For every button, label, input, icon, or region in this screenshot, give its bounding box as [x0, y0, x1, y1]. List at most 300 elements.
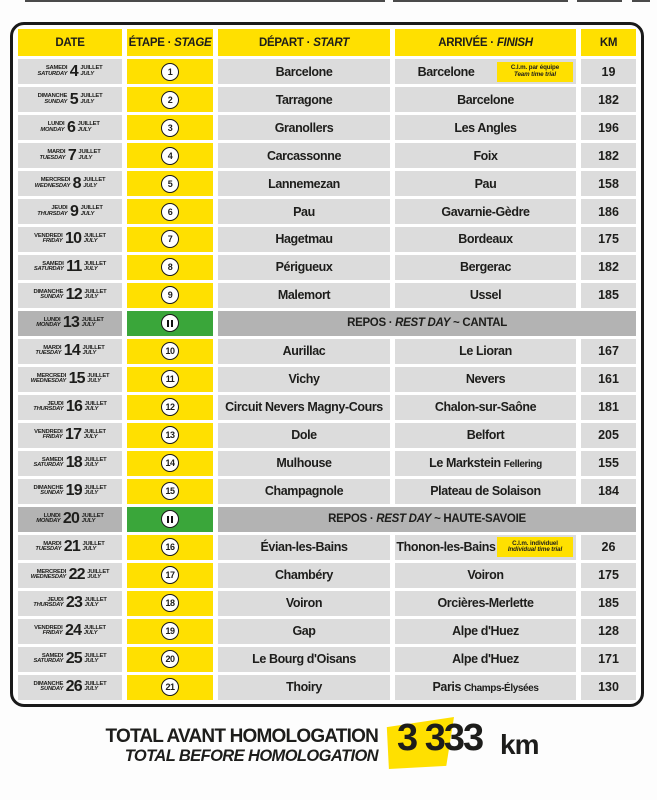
month-names — [82, 346, 104, 357]
day-name-fr: DIMANCHE — [33, 288, 64, 295]
month-names — [81, 206, 103, 217]
finish-cell — [395, 115, 576, 140]
month-names — [83, 178, 105, 189]
day-name-en: TUESDAY — [35, 546, 62, 553]
finish-city-small: Fellering — [503, 459, 542, 471]
month-fr: JUILLET — [81, 512, 104, 519]
finish-cell — [395, 451, 576, 476]
crop-artifact-line — [577, 0, 622, 2]
day-number: 10 — [65, 230, 82, 248]
date — [18, 510, 122, 528]
month-names — [84, 458, 106, 469]
km-cell — [581, 619, 636, 644]
date — [18, 258, 122, 276]
day-names — [35, 346, 61, 357]
stage-number-badge — [161, 650, 179, 668]
day-number: 21 — [63, 538, 80, 556]
km-value: 196 — [598, 120, 619, 135]
day-number: 20 — [62, 510, 80, 528]
day-number: 12 — [65, 286, 82, 304]
date — [18, 650, 122, 668]
finish-city: Paris — [432, 680, 462, 695]
month-fr: JUILLET — [80, 204, 103, 211]
stage-row — [18, 591, 636, 616]
month-fr: JUILLET — [83, 428, 106, 435]
month-en: JULY — [83, 182, 97, 189]
km-cell — [581, 87, 636, 112]
month-en: JULY — [83, 434, 98, 441]
date — [18, 482, 122, 500]
total-label-en: TOTAL BEFORE HOMOLOGATION — [124, 747, 378, 765]
date-cell — [18, 199, 122, 224]
start-cell — [218, 339, 390, 364]
day-names — [34, 626, 62, 637]
column-header-stage — [127, 29, 213, 56]
stage-number-badge — [161, 622, 179, 640]
start-city: Lannemezan — [268, 176, 340, 191]
date-cell — [18, 227, 122, 252]
start-cell — [218, 367, 390, 392]
stage-number: 11 — [165, 374, 175, 385]
stage-cell — [127, 647, 213, 672]
km-cell — [581, 227, 636, 252]
finish-city: Plateau de Solaison — [430, 484, 541, 499]
stage-cell — [127, 283, 213, 308]
stage-cell — [127, 479, 213, 504]
day-names — [31, 374, 66, 385]
day-name-fr: SAMEDI — [41, 652, 64, 659]
stage-number: 4 — [167, 150, 173, 161]
finish-city: Belfort — [466, 428, 505, 443]
rest-label-en: REST DAY — [395, 317, 451, 330]
date-cell — [18, 647, 122, 672]
crop-artifact-line — [632, 0, 650, 2]
stage-row — [18, 227, 636, 252]
finish-city: Foix — [473, 148, 498, 163]
km-value: 182 — [598, 260, 619, 275]
column-header-date-label: DATE — [55, 36, 85, 49]
month-en: JULY — [81, 518, 96, 525]
start-city: Tarragone — [275, 92, 333, 107]
day-number: 4 — [69, 62, 78, 80]
month-fr: JUILLET — [84, 652, 107, 659]
date — [18, 203, 122, 221]
day-names — [34, 682, 64, 693]
rest-day-banner — [218, 507, 636, 532]
day-name-en: MONDAY — [36, 518, 61, 525]
stage-number: 13 — [165, 430, 175, 441]
stage-row — [18, 199, 636, 224]
badge-line2: Individual time trial — [507, 546, 563, 554]
day-number: 15 — [68, 370, 85, 388]
start-city: Évian-les-Bains — [260, 540, 348, 555]
column-header-stage-en: STAGE — [174, 36, 212, 49]
header-separator: · — [306, 36, 311, 49]
rest-day-banner — [218, 311, 636, 336]
stage-number: 12 — [165, 402, 175, 413]
column-header-start-fr: DÉPART — [259, 36, 304, 49]
day-names — [33, 402, 63, 413]
day-number: 13 — [62, 314, 80, 332]
date-cell — [18, 87, 122, 112]
start-city: Voiron — [285, 596, 323, 611]
start-city: Barcelone — [275, 64, 333, 79]
start-cell — [218, 675, 390, 700]
time-trial-badge — [497, 537, 573, 557]
day-names — [33, 654, 63, 665]
day-name-en: SATURDAY — [33, 658, 64, 665]
stage-row — [18, 647, 636, 672]
day-name-en: THURSDAY — [33, 602, 64, 609]
date — [18, 370, 122, 388]
month-fr: JUILLET — [84, 596, 107, 603]
day-names — [33, 598, 63, 609]
day-names — [34, 262, 64, 273]
day-names — [39, 150, 65, 161]
finish-city: Chalon-sur-Saône — [434, 400, 537, 415]
day-name-en: WEDNESDAY — [30, 574, 67, 581]
finish-cell — [395, 395, 576, 420]
day-name-fr: VENDREDI — [34, 428, 63, 435]
start-city: Thoiry — [286, 680, 322, 695]
finish-cell — [395, 619, 576, 644]
km-value: 175 — [598, 232, 619, 247]
date-cell — [18, 507, 122, 532]
date — [18, 314, 122, 332]
day-names — [38, 66, 68, 77]
day-name-fr: MERCREDI — [36, 568, 67, 575]
start-city: Le Bourg d'Oisans — [252, 652, 356, 667]
km-cell — [581, 143, 636, 168]
start-cell — [218, 647, 390, 672]
month-fr: JUILLET — [84, 484, 107, 491]
day-name-en: MONDAY — [40, 126, 65, 133]
date-cell — [18, 59, 122, 84]
badge-line1: C.l.m. individuel — [512, 539, 558, 547]
stage-number-badge — [161, 538, 179, 556]
stage-number-badge — [161, 454, 179, 472]
month-names — [78, 122, 100, 133]
day-name-en: FRIDAY — [42, 434, 63, 441]
km-value: 184 — [598, 484, 619, 499]
header-separator: · — [490, 36, 494, 49]
day-name-fr: SAMEDI — [45, 64, 68, 71]
day-name-en: TUESDAY — [35, 350, 62, 357]
stage-row — [18, 59, 636, 84]
km-cell — [581, 59, 636, 84]
day-name-fr: DIMANCHE — [37, 92, 68, 99]
crop-artifact-line — [25, 0, 385, 2]
stage-row — [18, 479, 636, 504]
stage-cell — [127, 227, 213, 252]
date-cell — [18, 395, 122, 420]
rest-separator: · — [388, 317, 393, 330]
day-number: 22 — [68, 566, 85, 584]
date — [18, 230, 122, 248]
stage-number-badge — [161, 230, 179, 248]
km-value: 19 — [601, 64, 616, 79]
start-cell — [218, 115, 390, 140]
day-number: 8 — [72, 174, 81, 192]
day-name-en: WEDNESDAY — [30, 378, 67, 385]
finish-cell — [395, 227, 576, 252]
date-cell — [18, 143, 122, 168]
date — [18, 175, 122, 193]
stage-number-badge — [161, 63, 179, 81]
day-number: 25 — [65, 650, 82, 668]
rest-day-row — [18, 507, 636, 532]
stage-cell — [127, 367, 213, 392]
rest-stage-cell — [127, 311, 213, 336]
month-en: JULY — [87, 574, 101, 581]
finish-cell — [395, 143, 576, 168]
month-en: JULY — [84, 602, 99, 609]
km-cell — [581, 115, 636, 140]
month-names — [84, 626, 106, 637]
rest-region: CANTAL — [462, 317, 507, 330]
month-names — [78, 150, 100, 161]
month-names — [80, 66, 102, 77]
pause-bars-icon — [167, 516, 173, 523]
day-name-fr: DIMANCHE — [33, 484, 64, 491]
date — [18, 566, 122, 584]
stage-number: 5 — [167, 178, 173, 189]
km-cell — [581, 563, 636, 588]
finish-city: Nevers — [465, 372, 506, 387]
month-en: JULY — [83, 238, 98, 245]
day-name-fr: MERCREDI — [36, 372, 67, 379]
finish-cell — [395, 647, 576, 672]
month-en: JULY — [84, 490, 98, 497]
start-city: Périgueux — [275, 260, 333, 275]
day-number: 7 — [67, 146, 76, 164]
day-name-fr: DIMANCHE — [33, 680, 64, 687]
day-number: 18 — [65, 454, 82, 472]
month-fr: JUILLET — [84, 680, 107, 687]
day-names — [40, 122, 64, 133]
start-cell — [218, 451, 390, 476]
km-value: 175 — [598, 568, 619, 583]
stage-row — [18, 255, 636, 280]
day-number: 9 — [69, 202, 79, 220]
stage-cell — [127, 143, 213, 168]
month-fr: JUILLET — [78, 148, 101, 155]
km-cell — [581, 283, 636, 308]
rest-label-fr: REPOS — [328, 513, 367, 526]
start-city: Champagnole — [264, 484, 344, 499]
date — [18, 286, 122, 304]
finish-city: Voiron — [467, 568, 504, 583]
month-en: JULY — [80, 210, 95, 217]
crop-artifact-line — [393, 0, 568, 2]
stage-cell — [127, 423, 213, 448]
km-cell — [581, 647, 636, 672]
finish-city: Bordeaux — [458, 232, 513, 247]
day-name-en: THURSDAY — [37, 210, 68, 217]
finish-cell — [395, 591, 576, 616]
date — [18, 147, 122, 165]
day-names — [34, 290, 64, 301]
month-en: JULY — [83, 266, 98, 273]
day-name-fr: JEUDI — [47, 400, 64, 407]
stage-row — [18, 171, 636, 196]
finish-cell — [395, 283, 576, 308]
total-distance-value: 3 333 — [397, 717, 483, 759]
start-cell — [218, 563, 390, 588]
start-cell — [218, 255, 390, 280]
month-fr: JUILLET — [82, 540, 105, 547]
finish-cell — [395, 255, 576, 280]
day-name-en: FRIDAY — [42, 238, 63, 245]
finish-cell — [395, 535, 576, 560]
stage-cell — [127, 87, 213, 112]
day-number: 24 — [65, 622, 82, 640]
month-names — [85, 402, 107, 413]
start-city: Mulhouse — [276, 456, 332, 471]
month-en: JULY — [80, 70, 94, 77]
date — [18, 119, 122, 137]
day-name-fr: VENDREDI — [34, 232, 63, 239]
date-cell — [18, 171, 122, 196]
stage-row — [18, 87, 636, 112]
day-name-fr: MARDI — [43, 540, 62, 547]
month-en: JULY — [82, 546, 97, 553]
month-names — [87, 374, 109, 385]
day-number: 16 — [65, 398, 83, 416]
rest-tilde: ~ — [452, 317, 460, 330]
date-cell — [18, 675, 122, 700]
column-header-stage-fr: ÉTAPE — [128, 36, 165, 49]
km-cell — [581, 451, 636, 476]
month-en: JULY — [83, 630, 98, 637]
start-city: Gap — [292, 624, 316, 639]
km-value: 128 — [598, 624, 619, 639]
date — [18, 91, 122, 109]
stage-number: 17 — [165, 570, 175, 581]
km-cell — [581, 395, 636, 420]
day-names — [35, 178, 70, 189]
total-distance-labels — [0, 727, 378, 765]
stage-number: 3 — [167, 122, 173, 133]
month-fr: JUILLET — [84, 456, 107, 463]
day-name-fr: LUNDI — [43, 512, 61, 519]
stage-row — [18, 115, 636, 140]
km-value: 130 — [598, 680, 619, 695]
day-number: 23 — [65, 594, 83, 612]
stage-cell — [127, 675, 213, 700]
finish-city: Ussel — [469, 288, 502, 303]
stage-cell — [127, 535, 213, 560]
month-en: JULY — [78, 154, 93, 161]
day-names — [35, 542, 61, 553]
day-names — [37, 206, 67, 217]
stage-number-badge — [161, 258, 179, 276]
stage-number-badge — [161, 342, 179, 360]
month-en: JULY — [84, 406, 99, 413]
finish-cell — [395, 199, 576, 224]
stage-number: 19 — [165, 626, 175, 637]
month-fr: JUILLET — [80, 92, 103, 99]
month-names — [84, 234, 106, 245]
date-cell — [18, 423, 122, 448]
column-header-km-label: KM — [599, 36, 618, 49]
stage-row — [18, 451, 636, 476]
stage-number: 2 — [167, 94, 173, 105]
day-name-fr: SAMEDI — [42, 260, 64, 267]
date — [18, 594, 122, 612]
stage-cell — [127, 619, 213, 644]
date — [18, 678, 122, 696]
km-cell — [581, 199, 636, 224]
month-fr: JUILLET — [81, 316, 104, 323]
start-city: Carcassonne — [266, 148, 342, 163]
stage-row — [18, 143, 636, 168]
finish-city: Barcelone — [417, 64, 475, 79]
total-distance-unit: km — [500, 729, 539, 760]
stage-number-badge — [161, 175, 179, 193]
rest-tilde: ~ — [434, 513, 441, 526]
stage-number: 20 — [165, 654, 175, 665]
day-names — [38, 94, 68, 105]
stage-row — [18, 423, 636, 448]
stage-row — [18, 395, 636, 420]
start-city: Hagetmau — [275, 232, 333, 247]
start-cell — [218, 59, 390, 84]
badge-line2: Team time trial — [514, 70, 556, 78]
finish-city: Alpe d'Huez — [452, 624, 519, 639]
finish-cell — [395, 675, 576, 700]
finish-city: Le Markstein — [429, 456, 501, 471]
km-value: 185 — [598, 596, 619, 611]
month-names — [84, 486, 106, 497]
date — [18, 342, 122, 360]
finish-cell — [395, 423, 576, 448]
km-value: 26 — [601, 540, 616, 555]
month-en: JULY — [84, 462, 98, 469]
km-value: 171 — [598, 652, 619, 667]
month-en: JULY — [84, 294, 98, 301]
start-cell — [218, 619, 390, 644]
day-name-en: SUNDAY — [40, 294, 64, 301]
day-name-en: SUNDAY — [40, 686, 64, 693]
day-name-en: MONDAY — [36, 322, 61, 329]
stage-number: 16 — [165, 542, 175, 553]
month-en: JULY — [84, 686, 98, 693]
stage-number: 7 — [167, 234, 173, 245]
stage-number-badge — [161, 398, 179, 416]
km-value: 161 — [598, 372, 619, 387]
month-fr: JUILLET — [83, 176, 106, 183]
stage-cell — [127, 563, 213, 588]
header-separator: · — [167, 36, 172, 49]
month-fr: JUILLET — [83, 624, 106, 631]
km-cell — [581, 367, 636, 392]
start-cell — [218, 199, 390, 224]
month-names — [85, 598, 107, 609]
date-cell — [18, 563, 122, 588]
day-name-fr: SAMEDI — [41, 456, 64, 463]
month-names — [84, 290, 106, 301]
stage-number-badge — [161, 91, 179, 109]
time-trial-badge — [497, 62, 573, 82]
stage-row — [18, 367, 636, 392]
day-number: 26 — [65, 678, 82, 696]
date-cell — [18, 339, 122, 364]
day-name-fr: JEUDI — [51, 204, 68, 211]
month-names — [82, 318, 104, 329]
date-cell — [18, 115, 122, 140]
km-value: 186 — [598, 204, 619, 219]
